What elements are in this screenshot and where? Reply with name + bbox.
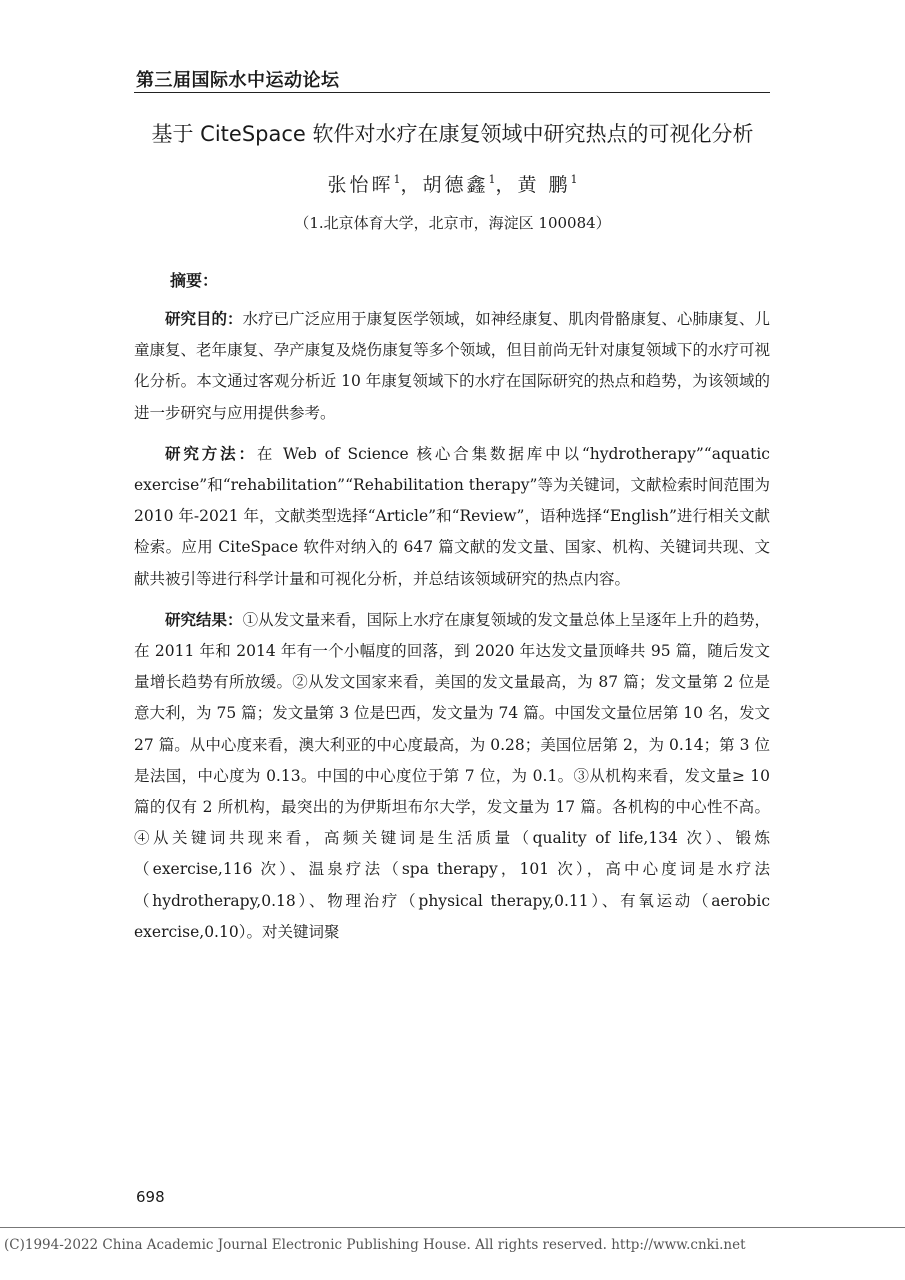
header-divider xyxy=(134,92,770,93)
copyright-notice: (C)1994-2022 China Academic Journal Electronic Publishing House. All rights reserved. http://www.cnki.net xyxy=(4,1237,746,1253)
abstract-paragraph-results xyxy=(134,605,770,948)
abstract-paragraph-methods xyxy=(134,439,770,595)
abstract-heading: 摘要： xyxy=(170,271,219,290)
footer-divider xyxy=(0,1227,905,1228)
page-number: 698 xyxy=(136,1188,165,1206)
author-name: 黄 鹏 xyxy=(517,174,571,196)
running-header: 第三届国际水中运动论坛 xyxy=(136,70,340,91)
section-text: 水疗已广泛应用于康复医学领域，如神经康复、肌肉骨骼康复、心肺康复、儿童康复、老年康复、孕产康复及烧伤康复等多个领域，但目前尚无针对康复领域下的水疗可视化分析。本文通过客观分析近 10 年康复领域下的水疗在国际研究的热点和趋势，为该领域的进一步研究与应用提供参考。 xyxy=(134,310,770,422)
author-name: 胡德鑫 xyxy=(422,174,489,196)
author-affiliation-mark: 1 xyxy=(570,173,578,186)
section-label: 研究结果： xyxy=(165,610,243,629)
section-label: 研究方法： xyxy=(165,444,257,463)
abstract-paragraph-purpose xyxy=(134,304,770,429)
author-affiliation-mark: 1 xyxy=(488,173,496,186)
section-text: 在 Web of Science 核心合集数据库中以“hydrotherapy”“aquatic exercise”和“rehabilitation”“Rehabilitation therapy”等为关键词，文献检索时间范围为 2010 年-2021 年，文献类型选择“Article”和“Review”，语种选择“English”进行相关文献检索。应用 CiteSpace 软件对纳入的 647 篇文献的发文量、国家、机构、关键词共现、文献共被引等进行科学计量和可视化分析，并总结该领域研究的热点内容。 xyxy=(134,444,770,588)
author-affiliation-mark: 1 xyxy=(393,173,401,186)
author-list xyxy=(0,170,905,197)
section-label: 研究目的： xyxy=(165,310,243,328)
section-text: ①从发文量来看，国际上水疗在康复领域的发文量总体上呈逐年上升的趋势，在 2011 年和 2014 年有一个小幅度的回落，到 2020 年达发文量顶峰共 95 篇，随后发文量增长趋势有所放缓。②从发文国家来看，美国的发文量最高，为 87 篇；发文量第 2 位是意大利，为 75 篇；发文量第 3 位是巴西，发文量为 74 篇。中国发文量位居第 10 名，发文 27 篇。从中心度来看，澳大利亚的中心度最高，为 0.28；美国位居第 2，为 0.14；第 3 位是法国，中心度为 0.13。中国的中心度位于第 7 位，为 0.1。③从机构来看，发文量≥ 10 篇的仅有 2 所机构，最突出的为伊斯坦布尔大学，发文量为 17 篇。各机构的中心性不高。④从关键词共现来看，高频关键词是生活质量（quality of life,134 次）、锻炼（exercise,116 次）、温泉疗法（spa therapy，101 次），高中心度词是水疗法（hydrotherapy,0.18）、物理治疗（physical therapy,0.11）、有氧运动（aerobic exercise,0.10）。对关键词聚 xyxy=(134,610,770,941)
author-separator: ， xyxy=(400,174,423,196)
abstract-body xyxy=(134,304,770,958)
affiliation: （1.北京体育大学，北京市，海淀区 100084） xyxy=(294,214,611,232)
author-separator: ， xyxy=(495,174,518,196)
paper-title: 基于 CiteSpace 软件对水疗在康复领域中研究热点的可视化分析 xyxy=(151,122,754,146)
author-name: 张怡晖 xyxy=(327,174,394,196)
